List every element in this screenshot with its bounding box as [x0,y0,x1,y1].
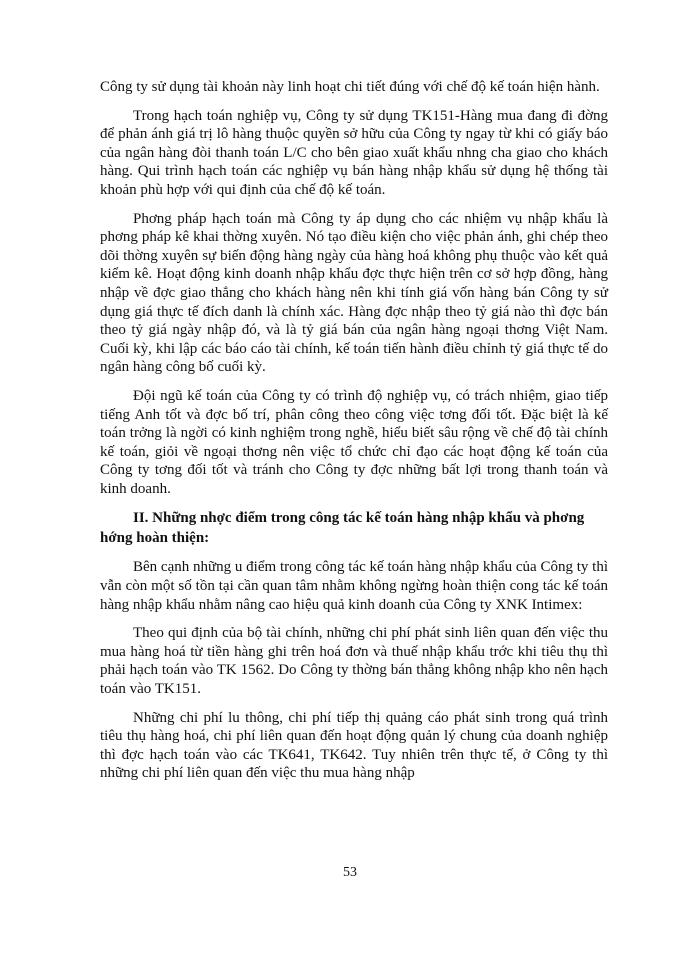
paragraph-staff: Đội ngũ kế toán của Công ty có trình độ nghiệp vụ, có trách nhiệm, giao tiếp tiếng Anh tốt và đợc bố trí, phân công theo công việc tơng đối tốt. Đặc biệt là kế toán trởng là ngời có kinh nghiệm trong nghề, hiểu biết sâu rộng về chế độ tài chính kế toán, giỏi về ngoại thơng nên việc tổ chức chỉ đạo các hoạt động kế toán của Công ty tơng đối tốt và tránh cho Công ty đợc những bất lợi trong thanh toán và kinh doanh. [100,387,608,497]
paragraph-intro: Công ty sử dụng tài khoản này linh hoạt chi tiết đúng với chế độ kế toán hiện hành. [100,79,600,95]
paragraph-method: Phơng pháp hạch toán mà Công ty áp dụng cho các nhiệm vụ nhập khẩu là phơng pháp kê khai thờng xuyên. Nó tạo điều kiện cho việc phản ánh, ghi chép theo dõi thờng xuyên sự biến động hàng ngày của hàng hoá không phụ thuộc vào kết quả kiểm kê. Hoạt động kinh doanh nhập khẩu đợc thực hiện trên cơ sở hợp đồng, hàng nhập về đợc giao thẳng cho khách hàng nên khi tính giá vốn hàng bán Công ty sử dụng giá thực tế đích danh là chính xác. Hàng đợc nhập theo tỷ giá nào thì đợc bán theo tỷ giá ngày nhập đó, và là tỷ giá bán của ngân hàng ngoại thơng Việt Nam. Cuối kỳ, khi lập các báo cáo tài chính, kế toán tiến hành điều chỉnh tỷ giá thực tế do ngân hàng công bố cuối kỳ. [100,210,608,376]
page-number: 53 [343,865,357,880]
paragraph-regulation: Theo qui định của bộ tài chính, những chi phí phát sinh liên quan đến việc thu mua hàng hoá từ tiền hàng ghi trên hoá đơn và thuế nhập khẩu trớc khi tiêu thụ thì phải hạch toán vào TK 1562. Do Công ty thờng bán thẳng không nhập kho nên hạch toán vào TK151. [100,625,608,698]
section-heading: II. Những nhợc điểm trong công tác kế toán hàng nhập khẩu và phơng hớng hoàn thiện: [100,510,585,547]
paragraph-shortcomings: Bên cạnh những u điểm trong công tác kế toán hàng nhập khẩu của Công ty thì vẫn còn một số tồn tại cần quan tâm nhằm không ngừng hoàn thiện cong tác kế toán hàng nhập khẩu nhằm nâng cao hiệu quả kinh doanh của Công ty XNK Intimex: [100,559,608,613]
paragraph-tk151: Trong hạch toán nghiệp vụ, Công ty sử dụng TK151-Hàng mua đang đi đờng để phản ánh giá trị lô hàng thuộc quyền sở hữu của Công ty ngay từ khi có giấy báo của ngân hàng đòi thanh toán L/C cho bên giao xuất khẩu nhng cha giao cho khách hàng. Qui trình hạch toán các nghiệp vụ bán hàng nhập khẩu sử dụng hệ thống tài khoản phù hợp với qui định của chế độ kế toán. [100,107,608,198]
document-page [100,78,608,793]
paragraph-expenses: Những chi phí lu thông, chi phí tiếp thị quảng cáo phát sinh trong quá trình tiêu thụ hàng hoá, chi phí liên quan đến hoạt động quản lý chung của doanh nghiệp thì đợc hạch toán vào các TK641, TK642. Tuy nhiên trên thực tế, ở Công ty thì những chi phí liên quan đến việc thu mua hàng nhập [100,709,608,782]
